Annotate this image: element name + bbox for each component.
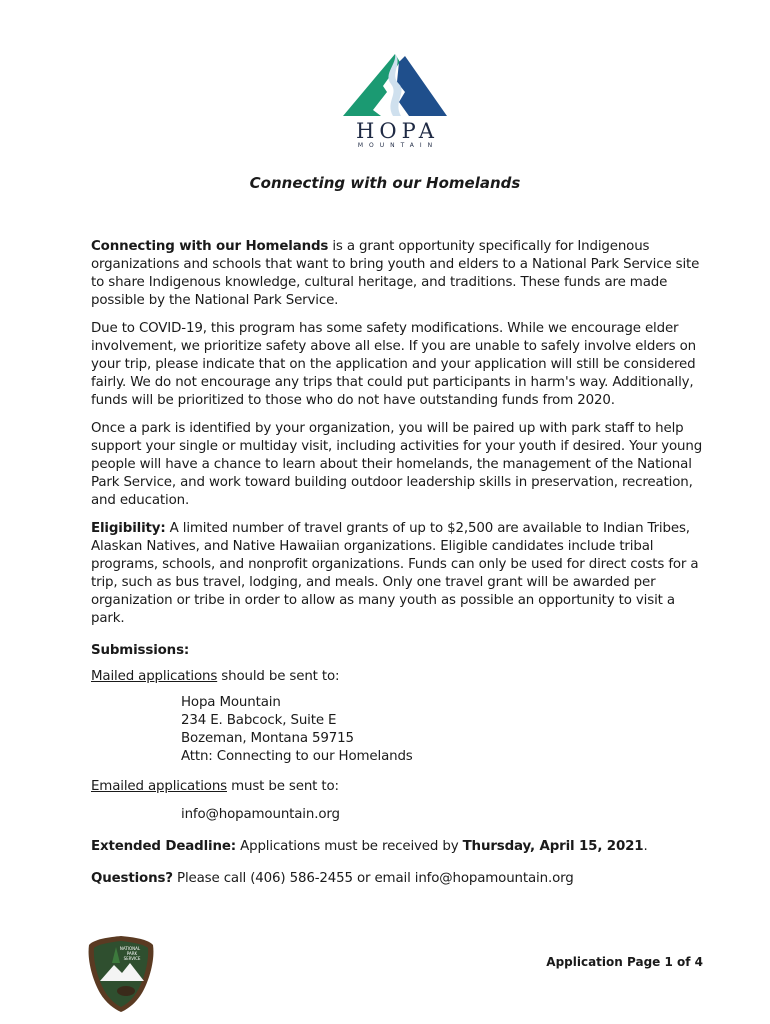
address-line: Bozeman, Montana 59715 [181,731,354,746]
badge-text-park: PARK [126,951,138,956]
mailing-address [181,694,703,766]
submissions-heading-text: Submissions: [91,643,190,658]
badge-text-national: NATIONAL [119,946,141,951]
page-number: Application Page 1 of 4 [546,955,703,969]
badge-text-service: SERVICE [123,956,141,961]
eligibility-paragraph [91,520,703,628]
document-body [91,238,703,898]
deadline-text: Applications must be received by [235,839,463,854]
logo-wordmark [343,120,447,150]
questions-label: Questions? [91,871,173,886]
intro-lead: Connecting with our Homelands [91,239,329,254]
intro-text: is a grant opportunity specifically for Indigenous organizations and schools that want to bring youth and elders to a National Park Service site to share Indigenous knowledge, cultural heritage, and traditions. These funds are made possible by the National Park Service. [91,239,700,308]
address-line: Attn: Connecting to our Homelands [181,749,413,764]
deadline-paragraph [91,838,703,856]
park-paragraph: Once a park is identified by your organization, you will be paired up with park staff to help support your single or multiday visit, including activities for your youth if desired. Your young people will have a chance to learn about their homelands, the management of the National Park Service, and work toward building outdoor leadership skills in preservation, recreation, and education. [91,421,703,508]
submissions-heading [91,642,703,660]
mailed-applications-label: Mailed applications [91,669,218,684]
emailed-text: must be sent to: [227,779,339,794]
questions-text: Please call (406) 586-2455 or email info@hopamountain.org [172,871,574,886]
mailed-text: should be sent to: [217,669,340,684]
submission-email: info@hopamountain.org [181,807,340,822]
mailed-line [91,668,703,686]
nps-arrowhead-icon [86,935,156,1013]
deadline-label: Extended Deadline: [91,839,236,854]
document-title: Connecting with our Homelands [249,174,521,192]
deadline-date: Thursday, April 15, 2021 [462,839,644,854]
address-line: Hopa Mountain [181,695,281,710]
emailed-line [91,778,703,796]
address-line: 234 E. Babcock, Suite E [181,713,337,728]
logo-tagline: MOUNTAIN [357,142,439,149]
eligibility-label: Eligibility: [91,521,166,536]
covid-paragraph: Due to COVID-19, this program has some safety modifications. While we encourage elder involvement, we prioritize safety above all else. If you are unable to safely involve elders on your trip, please indicate that on the application and your application will still be considered fairly. We do not encourage any trips that could put participants in harm's way. Additionally, funds will be prioritized to those who do not have outstanding funds from 2020. [91,321,696,408]
logo-name: HOPA [356,119,439,143]
intro-paragraph [91,238,703,310]
emailed-applications-label: Emailed applications [91,779,227,794]
deadline-end: . [643,839,648,854]
questions-paragraph [91,870,703,888]
eligibility-text: A limited number of travel grants of up to $2,500 are available to Indian Tribes, Alaskan Natives, and Native Hawaiian organizations. Eligible candidates include tribal programs, schools, and nonprofit organizations. Funds can only be used for direct costs for a trip, such as bus travel, lodging, and meals. Only one travel grant will be awarded per organization or tribe in order to allow as many youth as possible an opportunity to visit a park. [91,521,699,626]
